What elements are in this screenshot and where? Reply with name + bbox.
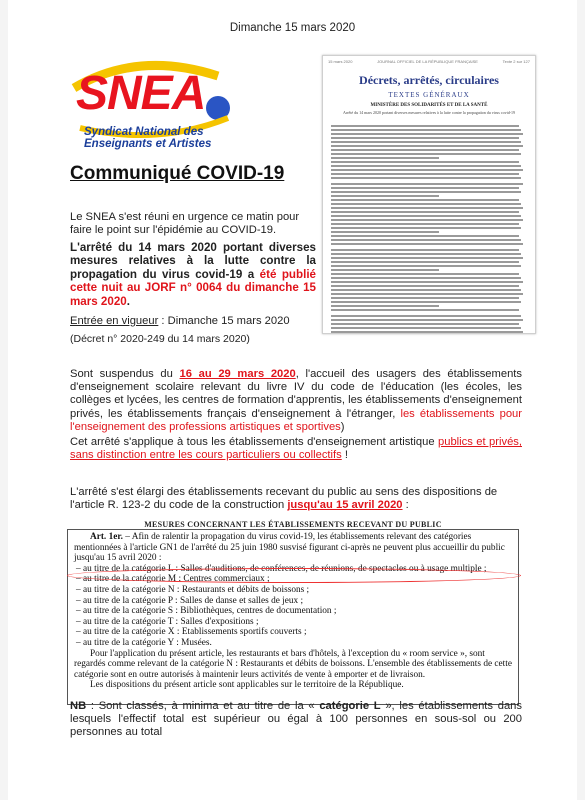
journal-text-line <box>331 297 519 299</box>
arrete-publication: été publié cette nuit au JORF n° 0064 du dimanche 15 mars 2020 <box>70 267 316 308</box>
journal-text-line <box>331 203 521 205</box>
measures-article <box>74 532 512 564</box>
applies-scope: publics et privés, sans distinction entre les cours particuliers ou collectifs <box>70 436 522 462</box>
journal-text-line <box>331 277 521 279</box>
journal-text-line <box>331 227 521 229</box>
page-title: Communiqué COVID-19 <box>70 163 285 184</box>
suspension-text-3: ) <box>340 420 345 433</box>
journal-text-line <box>331 285 519 287</box>
extended-text-2: : <box>402 499 409 512</box>
journal-text-line <box>331 157 439 159</box>
journal-text-line <box>331 129 521 131</box>
journal-header-mid: JOURNAL OFFICIEL DE LA RÉPUBLIQUE FRANÇAISE <box>377 59 478 64</box>
journal-text-line <box>331 293 523 295</box>
journal-text-line <box>331 273 519 275</box>
journal-text-line <box>331 239 521 241</box>
measure-item: – au titre de la catégorie Y : Musées. <box>76 637 212 648</box>
journal-subject: Arrêté du 14 mars 2020 portant diverses mesures relatives à la lutte contre la propagation du virus covid-19 <box>342 110 516 115</box>
journal-text-line <box>331 133 523 135</box>
decree-reference: (Décret n° 2020-249 du 14 mars 2020) <box>70 333 250 345</box>
journal-text-line <box>331 231 439 233</box>
journal-text-line <box>331 289 521 291</box>
journal-text-line <box>331 261 519 263</box>
extended-date: jusqu'au 15 avril 2020 <box>287 499 403 512</box>
journal-heading: Décrets, arrêtés, circulaires <box>359 73 499 87</box>
journal-text-line <box>331 323 519 325</box>
applies-text-2: ! <box>341 449 348 462</box>
journal-text-line <box>331 281 523 283</box>
article-number: Art. 1er. <box>90 532 123 542</box>
journal-text-line <box>331 315 521 317</box>
measure-item: – au titre de la catégorie M : Centres commerciaux ; <box>76 574 270 585</box>
journal-text-line <box>331 137 519 139</box>
journal-text-line <box>331 145 523 147</box>
highlight-ellipse <box>67 568 521 583</box>
journal-text-line <box>331 161 519 163</box>
measure-item: – au titre de la catégorie S : Bibliothèques, centres de documentation ; <box>76 606 337 617</box>
journal-text-line <box>331 173 519 175</box>
journal-text-line <box>331 269 439 271</box>
measures-title: MESURES CONCERNANT LES ÉTABLISSEMENTS RECEVANT DU PUBLIC <box>144 520 442 529</box>
document-page <box>8 0 577 800</box>
journal-header <box>323 56 535 64</box>
logo-org-name <box>84 126 211 150</box>
journal-text-line <box>331 235 519 237</box>
journal-text-line <box>331 301 521 303</box>
journal-text-line <box>331 125 519 127</box>
journal-header-right: Texte 2 sur 127 <box>502 59 530 64</box>
journal-text-line <box>331 265 521 267</box>
journal-text-line <box>331 149 519 151</box>
journal-text-line <box>331 153 521 155</box>
measures-box <box>67 529 519 705</box>
nb-label: NB <box>70 700 87 712</box>
journal-text-line <box>331 215 521 217</box>
journal-text-line <box>331 169 523 171</box>
journal-text-line <box>331 191 521 193</box>
journal-text-line <box>331 319 523 321</box>
document-date: Dimanche 15 mars 2020 <box>229 22 356 34</box>
arrete-end: . <box>126 294 130 308</box>
journal-text-line <box>331 183 523 185</box>
journal-text-line <box>331 305 439 307</box>
journal-text-line <box>331 327 521 329</box>
arrete-text: L'arrêté du 14 mars 2020 portant diverses mesures relatives à la lutte contre la propagation du virus covid-19 a <box>70 241 316 281</box>
journal-text-line <box>331 249 519 251</box>
extended-text-1: L'arrêté s'est élargi des établissements recevant du public au sens des dispositions de l'article R. 123-2 du code de la construction <box>70 486 498 512</box>
logo-org-line1: Syndicat National des <box>84 126 204 138</box>
logo-brand: SNEA <box>76 67 206 120</box>
journal-subheading: TEXTES GÉNÉRAUX <box>388 91 470 99</box>
suspension-paragraph <box>70 368 522 434</box>
nb-text-2: », les établissements dans lesquels l'effectif total est supérieur ou égal à 100 personnes en sous-sol ou 200 personnes au total <box>70 700 522 739</box>
entry-into-force <box>70 315 316 328</box>
suspension-text-1: Sont suspendus du <box>70 368 180 380</box>
intro-paragraph: Le SNEA s'est réuni en urgence ce matin pour faire le point sur l'épidémie au COVID-19. <box>70 211 300 237</box>
extended-paragraph <box>70 486 522 512</box>
journal-text-line <box>331 309 519 311</box>
logo-org-line2: Enseignants et Artistes <box>84 138 212 150</box>
article-text: – Afin de ralentir la propagation du virus covid-19, les établissements relevant des catégories mentionnées à l'article GN1 de l'arrêté du 25 juin 1980 susvisé figurant ci-après ne peuvent plus accueillir du public jusqu'au 15 avril 2020 : <box>74 532 505 564</box>
journal-text-line <box>331 177 521 179</box>
applies-paragraph <box>70 436 522 462</box>
journal-text-line <box>331 243 523 245</box>
measures-excerpt <box>67 519 519 790</box>
journal-text-line <box>331 211 519 213</box>
measure-item: – au titre de la catégorie L : Salles d'auditions, de conférences, de réunions, de spectacles ou à usage multiple ; <box>76 563 487 574</box>
nb-text-1: : Sont classés, à minima et au titre de la « <box>86 700 320 712</box>
journal-text-line <box>331 223 519 225</box>
measure-item: – au titre de la catégorie X : Etablissements sportifs couverts ; <box>76 627 307 638</box>
suspension-dates: 16 au 29 mars 2020 <box>179 368 296 380</box>
measure-item: – au titre de la catégorie N : Restaurants et débits de boissons ; <box>76 584 310 595</box>
entry-value: : Dimanche 15 mars 2020 <box>158 315 290 327</box>
applies-text-1: Cet arrêté s'applique à tous les établissements d'enseignement artistique <box>70 436 438 448</box>
journal-text-line <box>331 207 523 209</box>
journal-header-left: 15 mars 2020 <box>328 59 353 64</box>
journal-officiel-image <box>322 55 536 334</box>
journal-text-line <box>331 141 521 143</box>
suspension-text-2: , l'accueil des usagers des établissements d'enseignement scolaire relevant du livre IV du code de l'éducation (les écoles, les collèges et lycées, les centres de formation d'apprentis, les établissements d'enseignement privés, les établissements français d'enseignement à l'étranger, <box>70 368 522 420</box>
nb-paragraph <box>70 700 522 740</box>
measure-item: – au titre de la catégorie T : Salles d'expositions ; <box>76 616 259 627</box>
suspension-artistic: les établissements pour l'enseignement des professions artistiques et sportives <box>70 407 523 433</box>
journal-text-line <box>331 257 523 259</box>
measure-item: – au titre de la catégorie P : Salles de danse et salles de jeux ; <box>76 595 304 606</box>
journal-text-line <box>331 187 519 189</box>
journal-text-line <box>331 219 523 221</box>
journal-body-text <box>323 115 535 334</box>
journal-text-line <box>331 331 523 333</box>
journal-text-line <box>331 165 521 167</box>
arrete-paragraph <box>70 241 316 308</box>
journal-text-line <box>331 199 519 201</box>
journal-text-line <box>331 253 521 255</box>
nb-category: catégorie L <box>319 700 381 712</box>
journal-ministry: MINISTÈRE DES SOLIDARITÉS ET DE LA SANTÉ <box>370 103 488 108</box>
entry-label: Entrée en vigueur <box>70 315 159 327</box>
measures-para2: Pour l'application du présent article, les restaurants et bars d'hôtels, à l'exception du « room service », sont regardés comme relevant de la catégorie N : Restaurants et débits de boissons. L'ensemble des établissements de cette catégorie sont en outre autorisés à maintenir leurs activités de vente à emporter et de livraison. <box>74 648 512 680</box>
measures-para3: Les dispositions du présent article sont applicables sur le territoire de la République. <box>90 680 404 691</box>
journal-text-line <box>331 195 439 197</box>
